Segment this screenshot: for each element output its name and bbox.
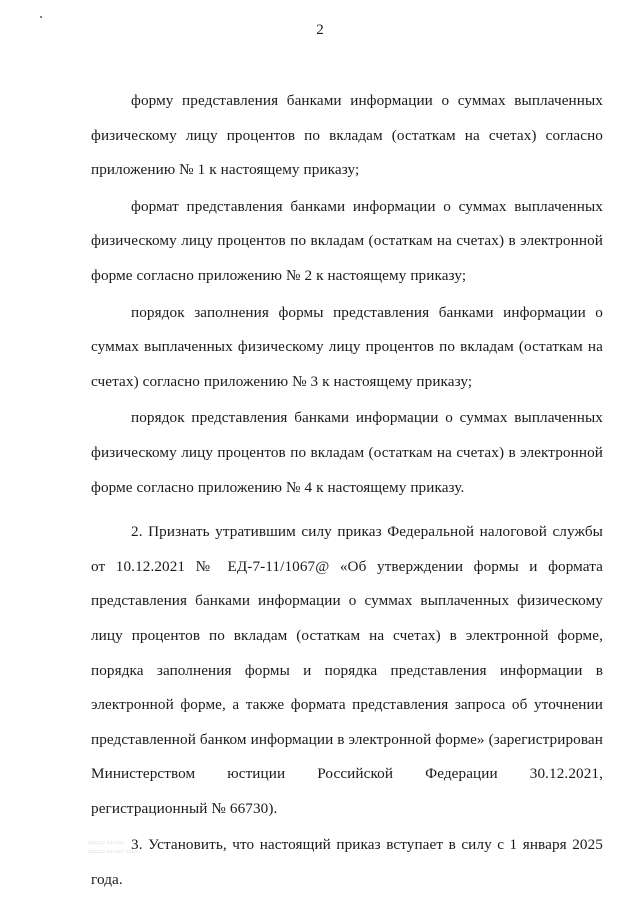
page-number: 2 [316, 22, 324, 38]
paragraph-effective-date: 3. Установить, что настоящий приказ вступает в силу с 1 января 2025 года. [91, 836, 603, 889]
paragraph-repeal: 2. Признать утратившим силу приказ Федеральной налоговой службы от 10.12.2021 № ЕД-7-11/1067@ «Об утверждении формы и формата представления банками информации о суммах выплаченных физическому лицу процентов по вкладам (остаткам на счетах) в электронной форме, порядка заполнения формы и порядка представления информации в электронной форме, а также формата представления запроса об уточнении представленной банком информации в электронной форме» (зарегистрирован Министерством юстиции Российской Федерации 30.12.2021, регистрационный № 66730). [91, 523, 603, 817]
paragraph-submission-procedure: порядок представления банками информации о суммах выплаченных физическому лицу процентов по вкладам (остаткам на счетах) в электронной форме согласно приложению № 4 к настоящему приказу. [91, 409, 603, 496]
document-body [91, 84, 603, 898]
paragraph-format: формат представления банками информации о суммах выплаченных физическому лицу процентов по вкладам (остаткам на счетах) в электронной форме согласно приложению № 2 к настоящему приказу; [91, 197, 603, 284]
scan-artifact-dot [40, 16, 42, 18]
paragraph-filling-procedure: порядок заполнения формы представления банками информации о суммах выплаченных физическому лицу процентов по вкладам (остаткам на счетах) согласно приложению № 3 к настоящему приказу; [91, 303, 603, 390]
paragraph-form: форму представления банками информации о суммах выплаченных физическому лицу процентов по вкладам (остаткам на счетах) согласно приложению № 1 к настоящему приказу; [91, 92, 603, 179]
faint-scan-marking: ▭▭▭ ▭▭▭ ▭▭▭ ▭▭▭ ▭▭ [88, 839, 138, 855]
